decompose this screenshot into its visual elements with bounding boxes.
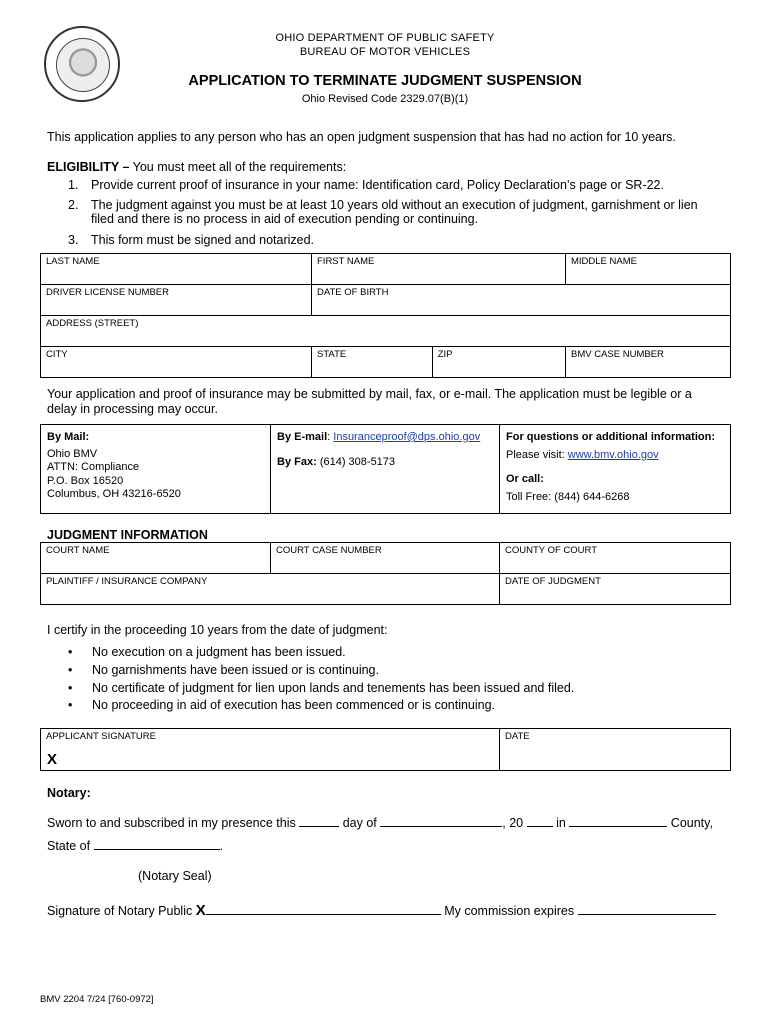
eligibility-num-3: 3. bbox=[68, 233, 79, 247]
fax-number: (614) 308-5173 bbox=[319, 455, 396, 468]
eligibility-label: ELIGIBILITY – bbox=[47, 160, 130, 174]
call-label: Or call: bbox=[506, 473, 544, 485]
certify-lead: I certify in the proceeding 10 years from the date of judgment: bbox=[47, 623, 388, 637]
department-name: OHIO DEPARTMENT OF PUBLIC SAFETY bbox=[275, 32, 495, 44]
submit-note-line2: delay in processing may occur. bbox=[47, 402, 218, 416]
year-blank[interactable] bbox=[527, 826, 553, 827]
signature-date-field[interactable] bbox=[500, 729, 731, 771]
court-name-field[interactable] bbox=[41, 543, 271, 574]
eligibility-num-2: 2. bbox=[68, 198, 79, 212]
address-label: ADDRESS (STREET) bbox=[46, 318, 139, 329]
in-text: in bbox=[556, 816, 566, 830]
bullet-icon: • bbox=[68, 681, 73, 695]
mail-line: Ohio BMV bbox=[47, 447, 98, 460]
eligibility-item-2-cont: filed and there is no process in aid of execution pending or continuing. bbox=[91, 212, 479, 226]
date-of-judgment-field[interactable] bbox=[500, 574, 731, 605]
questions-label: For questions or additional information: bbox=[506, 431, 715, 443]
eligibility-item-2: The judgment against you must be at least 10 years old without an execution of judgment, garnishment or lien bbox=[91, 198, 698, 212]
notary-signature-label: Signature of Notary Public bbox=[47, 904, 196, 918]
date-of-birth-field[interactable] bbox=[312, 285, 731, 316]
form-title: APPLICATION TO TERMINATE JUDGMENT SUSPENSION bbox=[188, 73, 582, 89]
judgment-heading: JUDGMENT INFORMATION bbox=[47, 528, 208, 542]
certify-item: No proceeding in aid of execution has been commenced or is continuing. bbox=[92, 698, 496, 712]
court-name-label: COURT NAME bbox=[46, 545, 110, 556]
certify-item: No execution on a judgment has been issued. bbox=[92, 645, 346, 659]
plaintiff-label: PLAINTIFF / INSURANCE COMPANY bbox=[46, 576, 208, 587]
county-of-court-field[interactable] bbox=[500, 543, 731, 574]
state-blank[interactable] bbox=[94, 849, 220, 850]
state-of-text: State of bbox=[47, 839, 91, 853]
eligibility-item-3: This form must be signed and notarized. bbox=[91, 233, 315, 247]
notary-signature-blank[interactable] bbox=[206, 914, 441, 915]
date-of-judgment-label: DATE OF JUDGMENT bbox=[505, 576, 601, 587]
bmv-case-number-label: BMV CASE NUMBER bbox=[571, 349, 664, 360]
eligibility-heading bbox=[47, 160, 346, 174]
year-prefix-text: , 20 bbox=[502, 816, 524, 830]
commission-expires-blank[interactable] bbox=[578, 914, 716, 915]
email-link[interactable]: Insuranceproof@dps.ohio.gov bbox=[333, 431, 481, 443]
form-footer-code: BMV 2204 7/24 [760-0972] bbox=[40, 994, 154, 1005]
last-name-field[interactable] bbox=[41, 254, 312, 285]
mail-line: Columbus, OH 43216-6520 bbox=[47, 488, 181, 500]
visit-label: Please visit: bbox=[506, 448, 568, 461]
zip-label: ZIP bbox=[437, 349, 453, 360]
applicant-info-table bbox=[40, 253, 731, 378]
eligibility-num-1: 1. bbox=[68, 178, 79, 192]
month-blank[interactable] bbox=[380, 826, 502, 827]
notary-signature-line bbox=[47, 902, 716, 919]
date-of-birth-label: DATE OF BIRTH bbox=[317, 287, 389, 298]
notary-signature-x-mark: X bbox=[195, 902, 206, 919]
county-of-court-label: COUNTY OF COURT bbox=[505, 545, 598, 556]
middle-name-label: MIDDLE NAME bbox=[571, 256, 637, 267]
first-name-label: FIRST NAME bbox=[317, 256, 375, 267]
court-case-number-field[interactable] bbox=[271, 543, 500, 574]
fax-label: By Fax: bbox=[277, 455, 317, 468]
contact-box bbox=[40, 424, 731, 514]
notary-state-line bbox=[47, 839, 223, 853]
commission-expires-text: My commission expires bbox=[444, 904, 575, 918]
bullet-icon: • bbox=[68, 663, 73, 677]
mail-line: ATTN: Compliance bbox=[47, 461, 140, 473]
certify-item: No certificate of judgment for lien upon lands and tenements has been issued and filed. bbox=[92, 681, 575, 695]
first-name-field[interactable] bbox=[312, 254, 566, 285]
eligibility-item-1: Provide current proof of insurance in your name: Identification card, Policy Declaration’s page or SR-22. bbox=[91, 178, 664, 192]
zip-field[interactable] bbox=[432, 347, 565, 378]
driver-license-field[interactable] bbox=[41, 285, 312, 316]
state-label: STATE bbox=[317, 349, 347, 360]
website-link[interactable]: www.bmv.ohio.gov bbox=[567, 448, 659, 461]
mail-label: By Mail: bbox=[47, 431, 90, 443]
submit-note-line1: Your application and proof of insurance may be submitted by mail, fax, or e-mail. The application must be legible or a bbox=[47, 387, 692, 401]
county-blank[interactable] bbox=[569, 826, 667, 827]
toll-free-number: Toll Free: (844) 644-6268 bbox=[506, 490, 630, 503]
signature-x-mark: X bbox=[47, 751, 58, 768]
city-label: CITY bbox=[46, 349, 68, 360]
email-label: By E-mail bbox=[277, 431, 328, 443]
judgment-table bbox=[40, 542, 731, 605]
intro-text: This application applies to any person who has an open judgment suspension that has had no action for 10 years. bbox=[47, 130, 676, 144]
bullet-icon: • bbox=[68, 645, 73, 659]
notary-heading: Notary: bbox=[47, 786, 91, 800]
signature-date-label: DATE bbox=[505, 731, 530, 742]
applicant-signature-field[interactable] bbox=[41, 729, 500, 771]
middle-name-field[interactable] bbox=[566, 254, 731, 285]
mail-column bbox=[41, 425, 271, 513]
county-text: County, bbox=[670, 816, 713, 830]
court-case-number-label: COURT CASE NUMBER bbox=[276, 545, 382, 556]
plaintiff-field[interactable] bbox=[41, 574, 500, 605]
bmv-case-number-field[interactable] bbox=[566, 347, 731, 378]
bullet-icon: • bbox=[68, 698, 73, 712]
day-blank[interactable] bbox=[299, 826, 339, 827]
revised-code: Ohio Revised Code 2329.07(B)(1) bbox=[301, 93, 469, 105]
email-fax-column: By E-mail: Insuranceproof@dps.ohio.gov By Fax: (614) 308-5173 bbox=[271, 425, 500, 513]
bureau-name: BUREAU OF MOTOR VEHICLES bbox=[299, 46, 471, 58]
notary-sworn-line bbox=[47, 816, 713, 830]
last-name-label: LAST NAME bbox=[46, 256, 100, 267]
city-field[interactable] bbox=[41, 347, 312, 378]
sworn-text: Sworn to and subscribed in my presence this bbox=[47, 816, 296, 830]
state-field[interactable] bbox=[312, 347, 433, 378]
day-of-text: day of bbox=[342, 816, 377, 830]
applicant-signature-label: APPLICANT SIGNATURE bbox=[46, 731, 156, 742]
address-field[interactable] bbox=[41, 316, 731, 347]
mail-line: P.O. Box 16520 bbox=[47, 474, 124, 487]
state-period: . bbox=[219, 839, 224, 853]
driver-license-label: DRIVER LICENSE NUMBER bbox=[46, 287, 169, 298]
questions-column bbox=[500, 425, 730, 513]
notary-seal-text: (Notary Seal) bbox=[138, 869, 212, 883]
eligibility-lead: You must meet all of the requirements: bbox=[129, 160, 347, 174]
signature-table bbox=[40, 728, 731, 771]
certify-item: No garnishments have been issued or is continuing. bbox=[92, 663, 379, 677]
